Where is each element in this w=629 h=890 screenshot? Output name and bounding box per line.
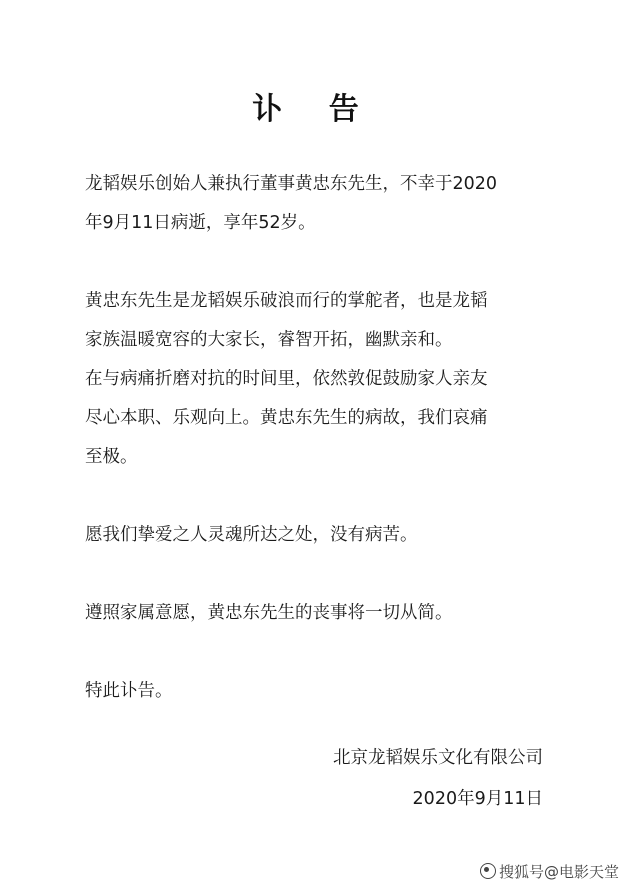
document-title: 讣 告: [252, 92, 377, 127]
body-line: 年9月11日病逝，享年52岁。: [85, 213, 316, 233]
signature-date: 2020年9月11日: [412, 789, 543, 809]
body-line: 至极。: [85, 447, 138, 467]
body-line: 尽心本职、乐观向上。黄忠东先生的病故，我们哀痛: [85, 408, 488, 428]
body-line: 龙韬娱乐创始人兼执行董事黄忠东先生，不幸于2020: [85, 174, 498, 194]
watermark-text: 搜狐号@电影天堂: [498, 863, 619, 881]
watermark: [480, 861, 619, 882]
paragraph-wish: [85, 516, 555, 555]
document-body: [85, 165, 555, 711]
body-line: 特此讣告。: [85, 681, 173, 701]
body-line: 在与病痛折磨对抗的时间里，依然敦促鼓励家人亲友: [85, 369, 488, 389]
body-line: 家族温暖宽容的大家长，睿智开拓，幽默亲和。: [85, 330, 453, 350]
body-line: 愿我们挚爱之人灵魂所达之处，没有病苦。: [85, 525, 418, 545]
paragraph-gap: [85, 243, 555, 282]
paragraph-funeral: [85, 594, 555, 633]
paragraph-gap: [85, 477, 555, 516]
sohu-logo-icon: [480, 863, 496, 879]
body-line: 遵照家属意愿，黄忠东先生的丧事将一切从简。: [85, 603, 453, 623]
paragraph-gap: [85, 555, 555, 594]
paragraph-announcement: [85, 165, 555, 243]
paragraph-gap: [85, 633, 555, 672]
signature-company: 北京龙韬娱乐文化有限公司: [333, 748, 543, 768]
paragraph-tribute: [85, 282, 555, 477]
paragraph-closing: [85, 672, 555, 711]
body-line: 黄忠东先生是龙韬娱乐破浪而行的掌舵者，也是龙韬: [85, 291, 488, 311]
